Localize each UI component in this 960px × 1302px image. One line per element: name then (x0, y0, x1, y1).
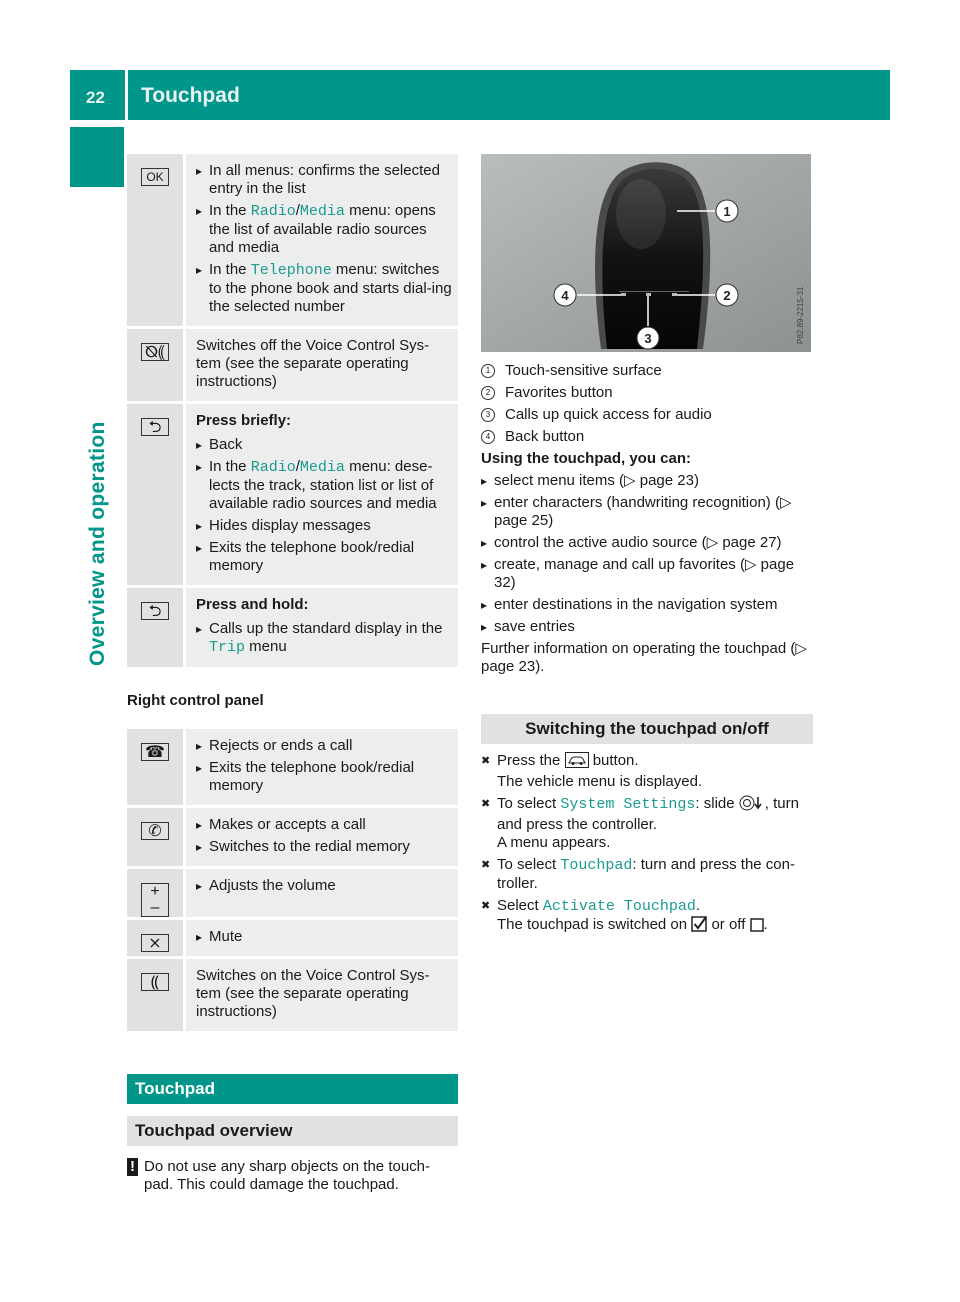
legend-item (481, 406, 813, 424)
key-cell (127, 869, 186, 917)
list-item (196, 928, 452, 946)
table-row (127, 808, 458, 869)
table-row (127, 959, 458, 1034)
step-menu-term: System Settings (560, 796, 696, 813)
list-item (196, 261, 452, 316)
step-text: or off (707, 916, 750, 933)
switching-section-title: Switching the touchpad on/off (481, 714, 813, 744)
key-symbol: + – (141, 883, 169, 917)
key-symbol: ☎ (141, 743, 169, 761)
step-text: To select (497, 795, 561, 812)
callout-number: 2 (481, 386, 495, 400)
callout-number: 4 (481, 430, 495, 444)
description-cell (186, 729, 458, 805)
bullet-text: / (295, 202, 300, 219)
list-item: ▸ select menu items (▷ page 23) (481, 472, 813, 490)
callout-number: 1 (481, 364, 495, 378)
bullet-text: Switches to the redial memory (209, 838, 410, 855)
key-cell (127, 154, 186, 326)
left-control-table (127, 154, 458, 670)
description-text: Switches off the Voice Control Sys-tem (see the separate operating instructions) (196, 337, 430, 390)
switching-steps (481, 752, 813, 937)
key-symbol: OK (141, 168, 169, 186)
touchpad-illustration (481, 154, 811, 352)
using-heading: Using the touchpad, you can: (481, 450, 692, 467)
step-text: . (695, 897, 701, 914)
list-item: ▸ enter destinations in the navigation system (481, 596, 813, 614)
key-cell (127, 959, 186, 1031)
callout-number: 3 (481, 408, 495, 422)
bullet-text: Makes or accepts a call (209, 816, 366, 833)
legend-item (481, 384, 813, 402)
sidebar-label: Overview and operation (86, 421, 109, 666)
bullet-text: In the (209, 261, 251, 278)
bullet-text: menu: switches to the phone book and starts dial-ing the selected number (209, 261, 452, 315)
left-column (127, 154, 458, 1194)
touchpad-photo (481, 154, 811, 352)
bullet-text: / (295, 458, 300, 475)
legend-item (481, 428, 813, 446)
bullet-menu-term: Media (299, 203, 345, 220)
sidebar-label-wrap (86, 421, 116, 1126)
figure-legend (481, 362, 813, 446)
table-row (127, 404, 458, 588)
description-cell (186, 869, 458, 917)
key-symbol: ⮌ (141, 418, 169, 436)
table-row (127, 588, 458, 670)
car-icon (565, 752, 589, 773)
step-text: Press the (497, 752, 565, 769)
step-menu-term: Touchpad (560, 857, 633, 874)
step-text: . (763, 916, 768, 933)
list-item (196, 737, 452, 755)
page-number: 22 (86, 88, 105, 107)
bullet-text: Rejects or ends a call (209, 737, 353, 754)
list-item (196, 202, 452, 257)
description-text: Switches on the Voice Control Sys-tem (see the separate operating instructions) (196, 967, 430, 1020)
key-cell (127, 588, 186, 667)
instruction-step (481, 897, 813, 937)
key-cell (127, 920, 186, 956)
description-heading: Press briefly: (196, 412, 292, 429)
table-row (127, 729, 458, 808)
bullet-text: In all menus: confirms the selected entry in the list (209, 162, 440, 197)
description-cell (186, 329, 458, 401)
bullet-list (196, 436, 452, 575)
table-row (127, 869, 458, 920)
list-item (196, 816, 452, 834)
bullet-menu-term: Trip (209, 639, 246, 656)
further-info: Further information on operating the touchpad (▷ page 23). (481, 640, 807, 675)
list-item (196, 759, 452, 795)
list-item (196, 517, 452, 535)
table-row (127, 920, 458, 959)
description-cell (186, 959, 458, 1031)
bullet-text: Back (209, 436, 243, 453)
step-text: : turn and press the con-troller. (497, 856, 795, 892)
table-row (127, 154, 458, 329)
bullet-text: menu (245, 638, 287, 655)
step-menu-term: Activate Touchpad (542, 898, 696, 915)
bullet-list (196, 620, 452, 657)
description-cell (186, 588, 458, 667)
list-item (196, 620, 452, 657)
bullet-list (196, 737, 452, 795)
bullet-text: Calls up the standard display in the (209, 620, 443, 637)
bullet-menu-term: Media (299, 459, 345, 476)
step-text: : slide (695, 795, 739, 812)
list-item: ▸ save entries (481, 618, 813, 636)
key-symbol: ⦰⸨ (141, 343, 169, 361)
legend-text: Back button (505, 428, 585, 445)
instruction-step (481, 856, 813, 893)
key-cell (127, 404, 186, 585)
touchpad-section-title: Touchpad (127, 1074, 458, 1104)
list-item (196, 877, 452, 895)
sidebar-tab-block (70, 127, 124, 187)
key-symbol: ⸨ (141, 973, 169, 991)
step-text: button. (588, 752, 639, 769)
description-cell (186, 404, 458, 585)
page-header (70, 70, 890, 120)
description-cell (186, 920, 458, 956)
list-item (196, 436, 452, 454)
using-list (481, 472, 813, 636)
list-item: ▸ enter characters (handwriting recognition) (▷ page 25) (481, 494, 813, 530)
legend-item (481, 362, 813, 380)
svg-text:1: 1 (723, 204, 731, 219)
key-cell (127, 808, 186, 866)
figure-code: P82.89-2215-31 (796, 286, 805, 344)
unchecked-icon (750, 918, 764, 937)
callout-2 (716, 284, 738, 306)
key-cell (127, 329, 186, 401)
page-title: Touchpad (141, 84, 240, 107)
legend-text: Touch-sensitive surface (505, 362, 662, 379)
svg-text:4: 4 (561, 288, 569, 303)
bullet-list (196, 877, 452, 895)
table-row (127, 329, 458, 404)
right-control-table (127, 729, 458, 1034)
warning-icon: ! (127, 1158, 138, 1176)
touchpad-overview-title: Touchpad overview (127, 1116, 458, 1146)
list-item (196, 458, 452, 513)
key-symbol: ⨯ (141, 934, 169, 952)
slide-icon (739, 795, 765, 816)
list-item (196, 162, 452, 198)
key-cell (127, 729, 186, 805)
bullet-list (196, 162, 452, 316)
key-symbol: ✆ (141, 822, 169, 840)
key-symbol: ⮌ (141, 602, 169, 620)
step-text: The vehicle menu is displayed. (497, 773, 703, 790)
step-text: A menu appears. (497, 834, 611, 851)
svg-text:2: 2 (723, 288, 731, 303)
step-text: To select (497, 856, 561, 873)
step-text: Select (497, 897, 543, 914)
bullet-menu-term: Radio (250, 203, 296, 220)
bullet-menu-term: Telephone (250, 262, 332, 279)
list-item: ▸ control the active audio source (▷ page 27) (481, 534, 813, 552)
callout-1 (716, 200, 738, 222)
bullet-text: Hides display messages (209, 517, 371, 534)
warning-text: Do not use any sharp objects on the touch-pad. This could damage the touchpad. (144, 1158, 431, 1193)
bullet-list (196, 816, 452, 856)
legend-text: Calls up quick access for audio (505, 406, 712, 423)
step-text: , turn and press the controller. (497, 795, 799, 833)
header-divider (125, 70, 128, 120)
bullet-text: menu: dese-lects the track, station list or list of available radio sources and media (209, 458, 437, 512)
callout-3 (637, 327, 659, 349)
svg-text:3: 3 (644, 331, 652, 346)
list-item (196, 539, 452, 575)
bullet-text: Exits the telephone book/redial memory (209, 539, 415, 574)
instruction-step (481, 752, 813, 791)
description-cell (186, 808, 458, 866)
bullet-text: Exits the telephone book/redial memory (209, 759, 415, 794)
list-item (196, 838, 452, 856)
warning-note (127, 1158, 458, 1194)
bullet-text: Mute (209, 928, 243, 945)
description-heading: Press and hold: (196, 596, 309, 613)
bullet-text: Adjusts the volume (209, 877, 336, 894)
legend-text: Favorites button (505, 384, 613, 401)
step-text: The touchpad is switched on (497, 916, 692, 933)
description-cell (186, 154, 458, 326)
bullet-text: In the (209, 458, 251, 475)
checked-icon (691, 916, 707, 937)
right-control-panel-label: Right control panel (127, 692, 264, 709)
bullet-text: In the (209, 202, 251, 219)
instruction-step (481, 795, 813, 852)
bullet-list (196, 928, 452, 946)
bullet-menu-term: Radio (250, 459, 296, 476)
right-column (481, 154, 813, 941)
bullet-text: menu: opens the list of available radio sources and media (209, 202, 436, 256)
callout-4 (554, 284, 576, 306)
list-item: ▸ create, manage and call up favorites (▷ page 32) (481, 556, 813, 592)
